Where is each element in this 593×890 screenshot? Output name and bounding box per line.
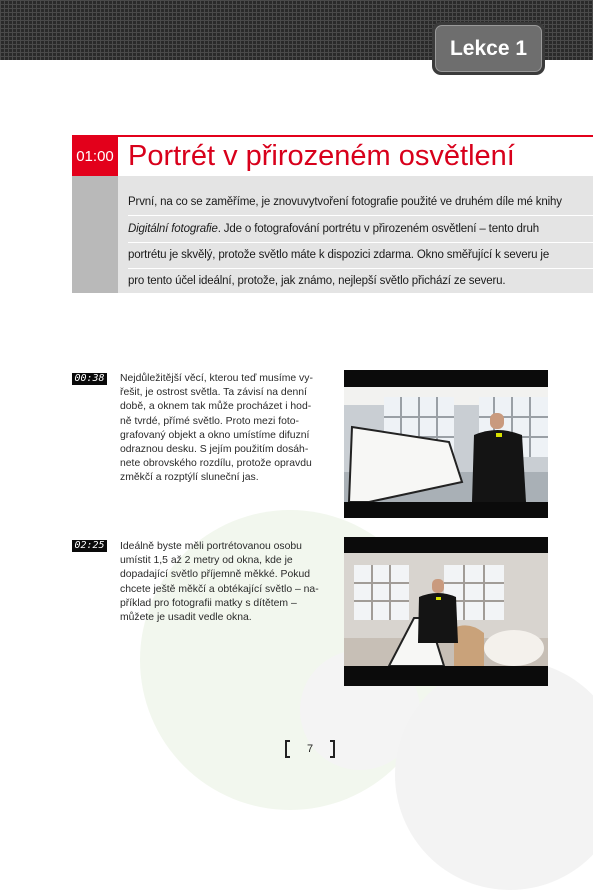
paragraph-line: nete obrovského rozdílu, protože opravdu: [120, 458, 312, 470]
paragraph-line: příklad pro fotografii matky s dítětem –: [120, 597, 297, 609]
intro-line-rest: . Jde o fotografování portrétu v přirozeném osvětlení – tento druh: [217, 223, 539, 235]
paragraph-line: ně tvrdé, přímé světlo. Proto mezi foto-: [120, 415, 300, 427]
section-number: 01:00: [72, 136, 118, 176]
paragraph-line: chcete ještě měkčí a obtékající světlo – na-: [120, 583, 319, 595]
lesson-badge: [432, 22, 545, 75]
paragraph-line: Nejdůležitější věcí, kterou teď musíme vy-: [120, 373, 313, 384]
intro-line: portrétu je skvělý, protože světlo máte k dispozici zdarma. Okno směřující k severu je: [128, 242, 593, 269]
bracket-right: [330, 740, 335, 758]
paragraph-line: době, a oknem tak může procházet i hod-: [120, 401, 312, 413]
intro-line: První, na co se zaměříme, je znovuvytvoření fotografie použité ve druhém díle mé knihy: [128, 189, 593, 216]
paragraph-line: grafovaný objekt a okno umístíme difuzní: [120, 429, 310, 441]
intro-side-bar: [72, 176, 118, 293]
paragraph-line: změkčí a rozptýlí sluneční jas.: [120, 472, 259, 484]
intro-line: [128, 216, 593, 243]
section-title: Portrét v přirozeném osvětlení: [128, 140, 515, 172]
book-title: Digitální fotografie: [128, 223, 218, 235]
video-timestamp: 00:38: [72, 373, 107, 385]
clip-paragraph: [120, 540, 320, 625]
video-timestamp: 02:25: [72, 540, 107, 552]
section-rule: [72, 135, 593, 137]
video-still-2: [344, 537, 548, 686]
paragraph-line: Ideálně byste měli portrétovanou osobu: [120, 541, 302, 552]
page-number-value: 7: [306, 743, 314, 755]
paragraph-line: dopadající světlo příjemně měkké. Pokud: [120, 569, 311, 581]
bracket-left: [285, 740, 290, 758]
lesson-badge-label: Lekce 1: [435, 25, 542, 72]
paragraph-line: odraznou desku. S jejím použitím dosáh-: [120, 444, 309, 456]
intro-box: [118, 176, 593, 293]
intro-line: pro tento účel ideální, protože, jak známo, nejlepší světlo přichází ze severu.: [128, 275, 506, 287]
video-still-1: [344, 370, 548, 518]
video-frame-image: [344, 553, 548, 666]
paragraph-line: řešit, je ostrost světla. Ta závisí na denní: [120, 387, 307, 399]
paragraph-line: můžete je usadit vedle okna.: [120, 612, 252, 624]
clip-paragraph: [120, 372, 320, 486]
paragraph-line: umístit 1,5 až 2 metry od okna, kde je: [120, 555, 293, 567]
page-number: [285, 740, 335, 758]
video-frame-image: [344, 387, 548, 502]
